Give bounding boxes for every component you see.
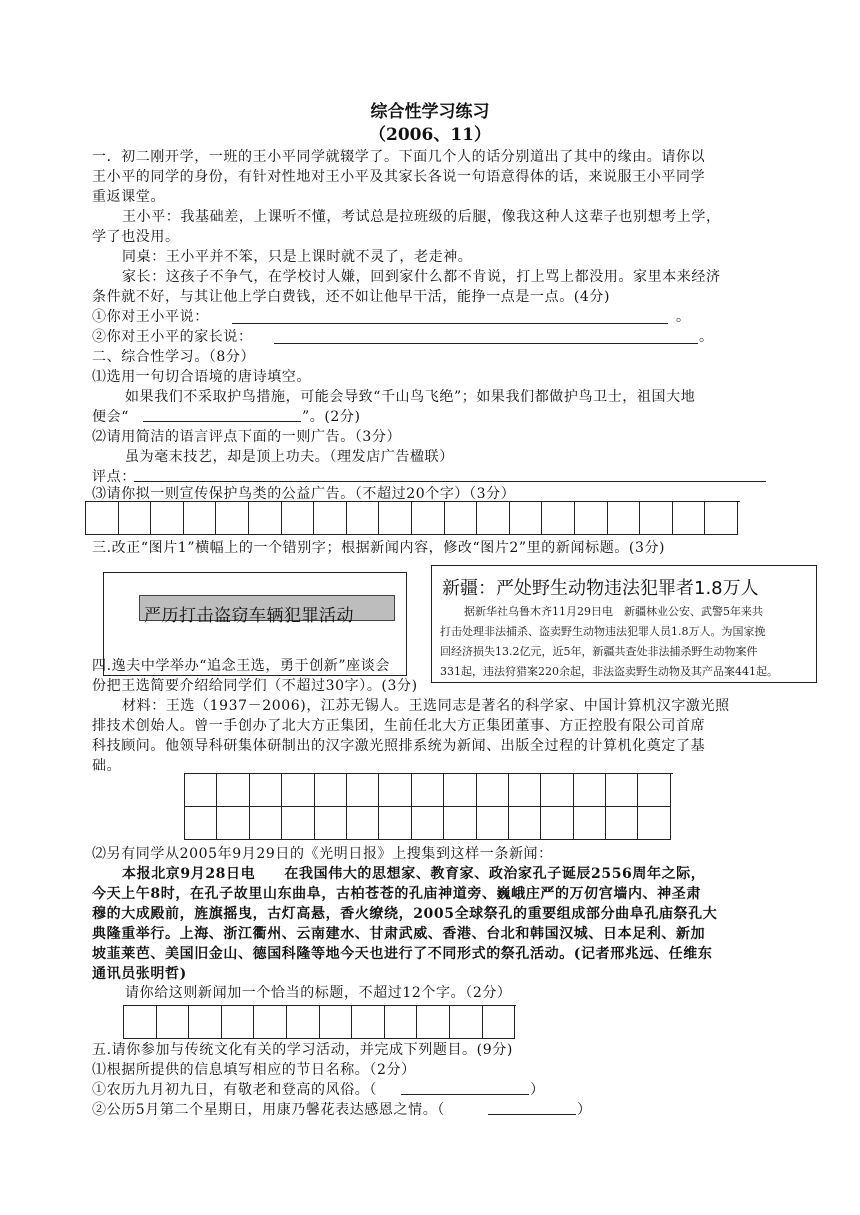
news-body-line-4: 331起，违法狩猎案220余起，非法盗卖野生动物及其产品案441起。 [440,665,778,678]
grid-cell[interactable] [477,502,510,535]
grid-cell[interactable] [282,807,314,840]
grid-cell[interactable] [315,807,347,840]
grid-cell[interactable] [608,502,641,535]
q5-sub-1: ⑴根据所提供的信息填写相应的节日名称。（2分） [92,1062,416,1078]
grid-cell[interactable] [509,774,541,807]
q1-answer-2-label: ②你对王小平的家长说： [92,329,253,345]
grid-cell[interactable] [575,502,608,535]
grid-cell[interactable] [222,1006,255,1039]
grid-cell[interactable] [86,502,119,535]
q1-parent-line-2: 条件就不好，与其让他上学白费钱，还不如让他早干活，能挣一点是一点。(4分) [92,289,611,305]
q4-news-line-4: 典隆重举行。上海、浙江衢州、云南建水、甘肃武威、香港、台北和韩国汉城、日本足利、新加 [92,926,706,942]
grid-cell[interactable] [542,502,575,535]
grid-cell[interactable] [189,1006,222,1039]
q4-material-line-3: 科技顾问。他领导科研集体研制出的汉字激光照排系统为新闻、出版全过程的计算机化奠定了基 [92,738,706,754]
grid-cell[interactable] [315,774,347,807]
q5-heading: 五.请你参加与传统文化有关的学习活动，并完成下列题目。(9分) [92,1042,513,1058]
news-body-line-1: 据新华社乌鲁木齐11月29日电 新疆林业公安、武警5年来共 [464,605,763,618]
grid-cell[interactable] [314,502,347,535]
q2-poem-blank[interactable] [143,421,301,422]
q2-sub-2: ⑵请用简洁的语言评点下面的一则广告。（3分） [92,429,402,445]
grid-cell[interactable] [217,807,249,840]
grid-cell[interactable] [444,807,476,840]
grid-cell[interactable] [184,502,217,535]
grid-cell[interactable] [477,807,509,840]
q1-intro-line-2: 王小平的同学的身份，有针对性地对王小平及其家长各说一句语意得体的话，来说服王小平同学 [92,169,706,185]
q4-headline-task: 请你给这则新闻加一个恰当的标题，不超过12个字。（2分） [125,985,512,1001]
q5-answer-2-text: ②公历5月第二个星期日，用康乃馨花表达感恩之情。（ [92,1102,445,1118]
q4-news-line-2: 今天上午8时，在孔子故里山东曲阜，古柏苍苍的孔庙神道旁、巍峨庄严的万仞宫墙内、神圣肃 [92,886,701,902]
q1-parent-line-1: 家长：这孩子不争气，在学校讨人嫌，回到家什么都不肯说，打上骂上都没用。家里本来经济 [122,269,721,285]
grid-cell[interactable] [606,774,638,807]
q4-news-line-3: 穆的大成殿前，旌旗摇曳，古灯高悬，香火缭绕，2005全球祭孔的重要组成部分曲阜孔庙祭孔大 [92,906,718,922]
grid-cell[interactable] [379,774,411,807]
q1-wang-line-2: 学了也没用。 [92,229,180,245]
grid-cell[interactable] [347,807,379,840]
grid-cell[interactable] [638,807,670,840]
q1-answer-2-blank[interactable] [274,343,698,344]
q1-deskmate-text: 同桌：王小平并不笨，只是上课时就不灵了，老走神。 [122,249,473,265]
grid-cell[interactable] [638,774,670,807]
grid-cell[interactable] [417,1006,450,1039]
grid-cell[interactable] [347,502,380,535]
news-body [440,602,812,682]
grid-cell[interactable] [119,502,152,535]
q1-answer-1-end: 。 [676,309,691,325]
grid-cell[interactable] [509,807,541,840]
q2-heading: 二、综合性学习。（8分） [92,349,256,365]
picture-2-news-frame [431,565,817,683]
q4-news-line-1: 本报北京9月28日电 在我国伟大的思想家、教育家、政治家孔子诞辰2556周年之际， [122,866,706,882]
grid-cell[interactable] [379,807,411,840]
grid-cell[interactable] [250,807,282,840]
grid-cell[interactable] [640,502,673,535]
q1-answer-1-blank[interactable] [232,323,668,324]
q4-intro-writing-grid[interactable] [184,773,673,840]
q4-material-line-2: 排技术创始人。曾一手创办了北大方正集团，生前任北大方正集团董事、方正控股有限公司首席 [92,718,706,734]
q1-intro-line-3: 重返课堂。 [92,189,165,205]
q4-material-line-1: 材料：王选（1937－2006)，江苏无锡人。王选同志是著名的科学家、中国计算机汉字激光照 [122,698,730,714]
q5-answer-1-blank[interactable] [401,1094,529,1095]
q2-sub-1-text-2a: 便会“ [92,409,129,425]
grid-cell[interactable] [249,502,282,535]
grid-cell[interactable] [483,1006,516,1039]
grid-cell[interactable] [450,1006,483,1039]
q2-sub-1-text-2b: ”。(2分) [302,409,361,425]
grid-cell[interactable] [185,807,217,840]
grid-cell[interactable] [412,774,444,807]
q5-answer-1-close: ） [530,1082,545,1098]
q1-intro-line-1: 一．初二刚开学，一班的王小平同学就辍学了。下面几个人的话分别道出了其中的缘由。请你以 [92,149,706,165]
grid-cell[interactable] [320,1006,353,1039]
grid-cell[interactable] [412,807,444,840]
grid-cell[interactable] [157,1006,190,1039]
q5-answer-2-close: ） [577,1102,592,1118]
grid-cell[interactable] [574,807,606,840]
grid-cell[interactable] [379,502,412,535]
grid-cell[interactable] [250,774,282,807]
q4-news-line-5: 坡韮莱芭、美国旧金山、德国科隆等地今天也进行了不同形式的祭孔活动。(记者邢兆远、任维东 [92,946,713,962]
grid-cell[interactable] [254,1006,287,1039]
grid-cell[interactable] [282,774,314,807]
grid-cell[interactable] [217,774,249,807]
news-headline: 新疆：严处野生动物违法犯罪者1.8万人 [442,578,759,599]
q4-heading-b: 份把王选简要介绍给同学们（不超过30字）。(3分) [92,678,418,694]
grid-cell[interactable] [541,774,573,807]
q4-news-line-6: 通讯员张明哲) [92,966,187,982]
page-title: 综合性学习练习 [370,102,490,122]
grid-cell[interactable] [352,1006,385,1039]
banner-text: 严历打击盗窃车辆犯罪活动 [144,606,354,626]
grid-cell[interactable] [445,502,478,535]
grid-cell[interactable] [444,774,476,807]
q5-answer-1-text: ①农历九月初九日，有敬老和登高的风俗。（ [92,1082,377,1098]
q5-answer-2-blank[interactable] [488,1114,576,1115]
news-body-line-2: 打击处理非法捕杀、盗卖野生动物违法犯罪人员1.8万人。为国家挽 [440,625,766,638]
q2-sub-1: ⑴选用一句切合语境的唐诗填空。 [92,369,311,385]
grid-cell[interactable] [606,807,638,840]
grid-cell[interactable] [541,807,573,840]
q2-comment-blank[interactable] [134,481,766,482]
grid-cell[interactable] [412,502,445,535]
q1-answer-2-end: 。 [699,329,714,345]
q2-sub-3: ⑶请你拟一则宣传保护鸟类的公益广告。（不超过20个字）（3分） [92,486,516,502]
q3-heading: 三.改正“图片1”横幅上的一个错别字；根据新闻内容，修改“图片2”里的新闻标题。(3分) [92,540,666,556]
q4-headline-writing-grid[interactable] [123,1005,516,1039]
grid-cell[interactable] [287,1006,320,1039]
q1-answer-1-label: ①你对王小平说： [92,309,209,325]
grid-cell[interactable] [216,502,249,535]
grid-cell[interactable] [510,502,543,535]
q2-sub-1-text-1: 如果我们不采取护鸟措施，可能会导致“千山鸟飞绝”；如果我们都做护鸟卫士，祖国大地 [125,389,696,405]
news-body-line-3: 回经济损失13.2亿元，近5年，新疆共查处非法捕杀野生动物案件 [440,645,758,658]
grid-cell[interactable] [124,1006,157,1039]
grid-cell[interactable] [673,502,706,535]
q4-sub-2: ⑵另有同学从2005年9月29日的《光明日报》上搜集到这样一条新闻： [92,846,553,862]
q4-material-line-4: 础。 [92,758,122,774]
q1-wang-line-1: 王小平：我基础差，上课听不懂，考试总是拉班级的后腿，像我这种人这辈子也别想考上学， [122,209,721,225]
q4-heading-a: 四.逸夫中学举办“追念王选，勇于创新”座谈会 [92,658,390,674]
q2-ad-text: 虽为毫末技艺，却是顶上功夫。（理发店广告楹联） [125,449,454,465]
grid-cell[interactable] [477,774,509,807]
grid-cell[interactable] [705,502,738,535]
grid-cell[interactable] [185,774,217,807]
page-subtitle: （2006、11） [369,125,491,145]
q2-comment-label: 评点： [92,469,136,485]
grid-cell[interactable] [574,774,606,807]
grid-cell[interactable] [282,502,315,535]
grid-cell[interactable] [151,502,184,535]
grid-cell[interactable] [347,774,379,807]
q2-ad-writing-grid[interactable] [85,501,740,535]
grid-cell[interactable] [385,1006,418,1039]
